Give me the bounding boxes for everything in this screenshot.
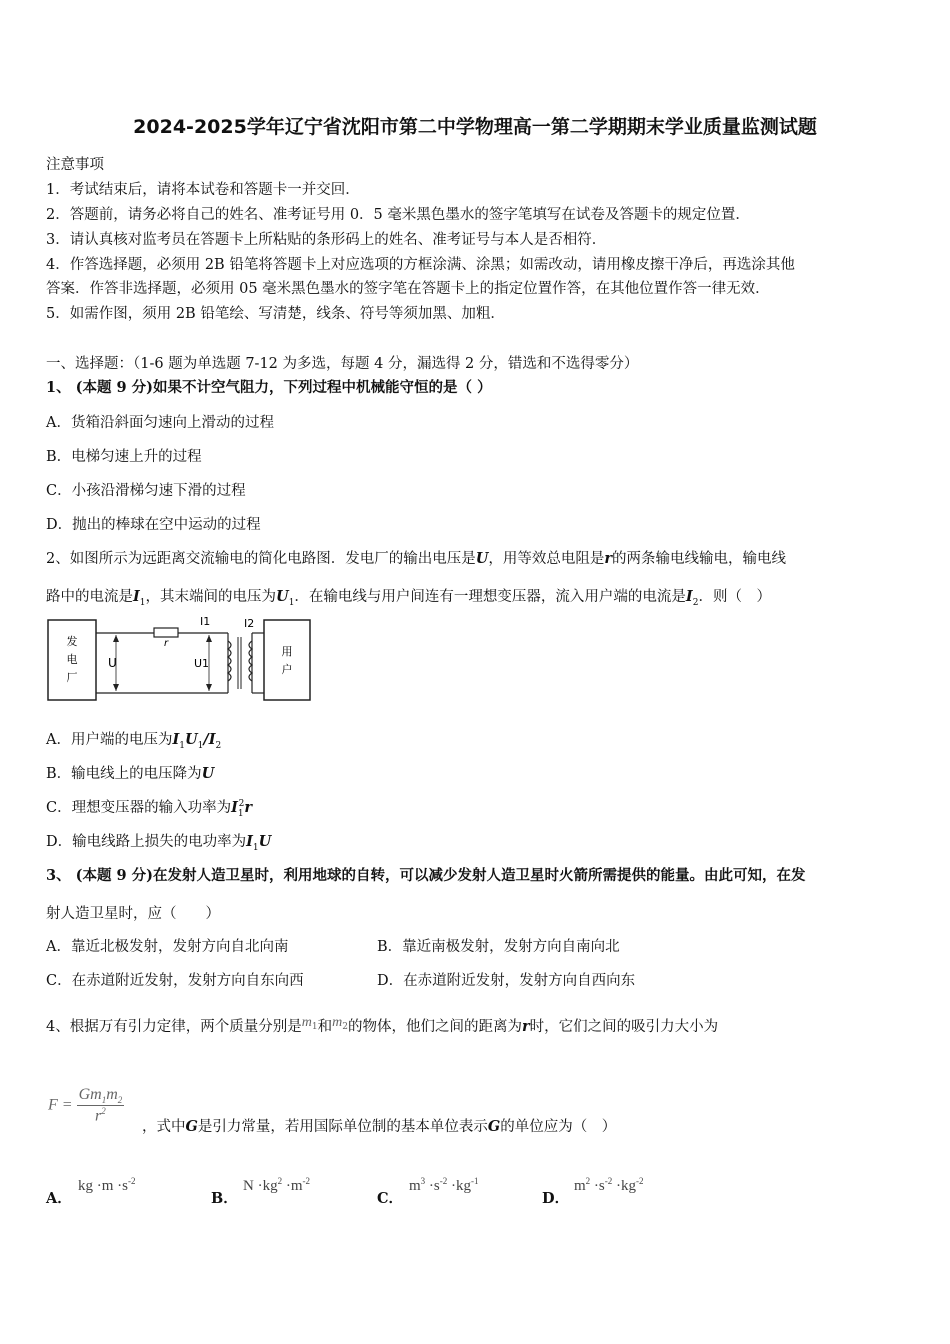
notice-heading: 注意事项: [46, 157, 104, 173]
q4-option-b-unit: $N \cdot kg^2 \cdot m^{-2}$: [243, 1176, 311, 1194]
q2-option-b: B．输电线上的电压降为U: [46, 765, 215, 782]
user-label-1: 用: [281, 645, 293, 658]
q2-option-a: A．用户端的电压为$I_1U_1/I_2$: [46, 731, 222, 751]
current-i1-label: I1: [200, 615, 211, 628]
notice-item-5: 5．如需作图，须用 2B 铅笔绘、写清楚，线条、符号等须加黑、加粗．: [46, 306, 505, 322]
q3-option-d: D．在赤道附近发射，发射方向自西向东: [377, 973, 636, 989]
q2-option-c: C．理想变压器的输入功率为$I_1^2r$: [46, 799, 252, 819]
user-label-2: 户: [281, 663, 293, 676]
q3-stem-line2: 射人造卫星时，应（ ）: [46, 906, 220, 922]
notice-item-3: 3．请认真核对监考员在答题卡上所粘贴的条形码上的姓名、准考证号与本人是否相符．: [46, 232, 607, 248]
q2-option-d: D．输电线路上损失的电功率为$I_1U$: [46, 833, 272, 853]
resistor: [154, 628, 178, 637]
q4-stem: 4、根据万有引力定律，两个质量分别是$m_1$和$m_2$的物体，他们之间的距离为r时，它们之间的吸引力大小为: [46, 1015, 719, 1035]
q4-option-d-letter: D．: [542, 1190, 570, 1207]
q4-option-c-unit: $m^3 \cdot s^{-2} \cdot kg^{-1}$: [409, 1176, 479, 1194]
q2-stem-line2: 路中的电流是$I_1$，其末端间的电压为$U_1$．在输电线与用户间连有一理想变压器，流入用户端的电流是$I_2$．则（ ）: [46, 588, 771, 608]
q4-option-b-letter: B．: [211, 1190, 238, 1207]
q4-stem-cont: ，式中G是引力常量，若用国际单位制的基本单位表示G的单位应为（ ）: [142, 1118, 617, 1135]
notice-item-4-cont: 答案．作答非选择题，必须用 05 毫米黑色墨水的签字笔在答题卡上的指定位置作答，在其他位置作答一律无效．: [46, 281, 770, 297]
voltage-u1-label: U1: [194, 657, 210, 670]
q4-option-a-unit: kg $\cdot m \cdot s^{-2}$: [78, 1176, 136, 1194]
q1-stem: 1、 (本题 9 分)如果不计空气阻力，下列过程中机械能守恒的是（ ）: [46, 379, 492, 396]
voltage-u-label: U: [108, 656, 117, 670]
q4-option-c-letter: C．: [377, 1190, 404, 1207]
plant-label-2: 电: [66, 653, 78, 666]
gravity-formula: F = $\frac{Gm_1m_2}{r^2}$: [48, 1086, 123, 1125]
user-box: [264, 620, 310, 700]
q1-option-a: A．货箱沿斜面匀速向上滑动的过程: [46, 415, 274, 431]
q2-stem-line1: 2、如图所示为远距离交流输电的简化电路图．发电厂的输出电压是U，用等效总电阻是r的两条输电线输电，输电线: [46, 550, 787, 567]
q3-option-c: C．在赤道附近发射，发射方向自东向西: [46, 973, 304, 989]
q1-option-c: C．小孩沿滑梯匀速下滑的过程: [46, 483, 246, 499]
q3-option-a: A．靠近北极发射，发射方向自北向南: [46, 939, 289, 955]
q4-option-a-letter: A．: [46, 1190, 72, 1207]
q3-stem-line1: 3、 (本题 9 分)在发射人造卫星时，利用地球的自转，可以减少发射人造卫星时火箭所需提供的能量。由此可知，在发: [46, 867, 806, 884]
section-heading: 一、选择题：（1-6 题为单选题 7-12 为多选，每题 4 分，漏选得 2 分，错选和不选得零分）: [46, 356, 639, 372]
notice-item-2: 2．答题前，请务必将自己的姓名、准考证号用 0．5 毫米黑色墨水的签字笔填写在试卷及答题卡的规定位置．: [46, 207, 750, 223]
q3-option-b: B．靠近南极发射，发射方向自南向北: [377, 939, 620, 955]
q1-option-d: D．抛出的棒球在空中运动的过程: [46, 517, 261, 533]
plant-label-1: 发: [66, 635, 78, 648]
q1-option-b: B．电梯匀速上升的过程: [46, 449, 202, 465]
notice-item-1: 1．考试结束后，请将本试卷和答题卡一并交回．: [46, 182, 360, 198]
q4-option-d-unit: $m^2 \cdot s^{-2} \cdot kg^{-2}$: [574, 1176, 644, 1194]
current-i2-label: I2: [244, 617, 255, 630]
page-title: 2024-2025学年辽宁省沈阳市第二中学物理高一第二学期期末学业质量监测试题: [133, 116, 817, 138]
circuit-diagram: [46, 613, 314, 707]
notice-item-4: 4．作答选择题，必须用 2B 铅笔将答题卡上对应选项的方框涂满、涂黑；如需改动，请用橡皮擦干净后，再选涂其他: [46, 257, 795, 273]
resistor-label: r: [163, 638, 169, 649]
plant-label-3: 厂: [66, 671, 78, 684]
